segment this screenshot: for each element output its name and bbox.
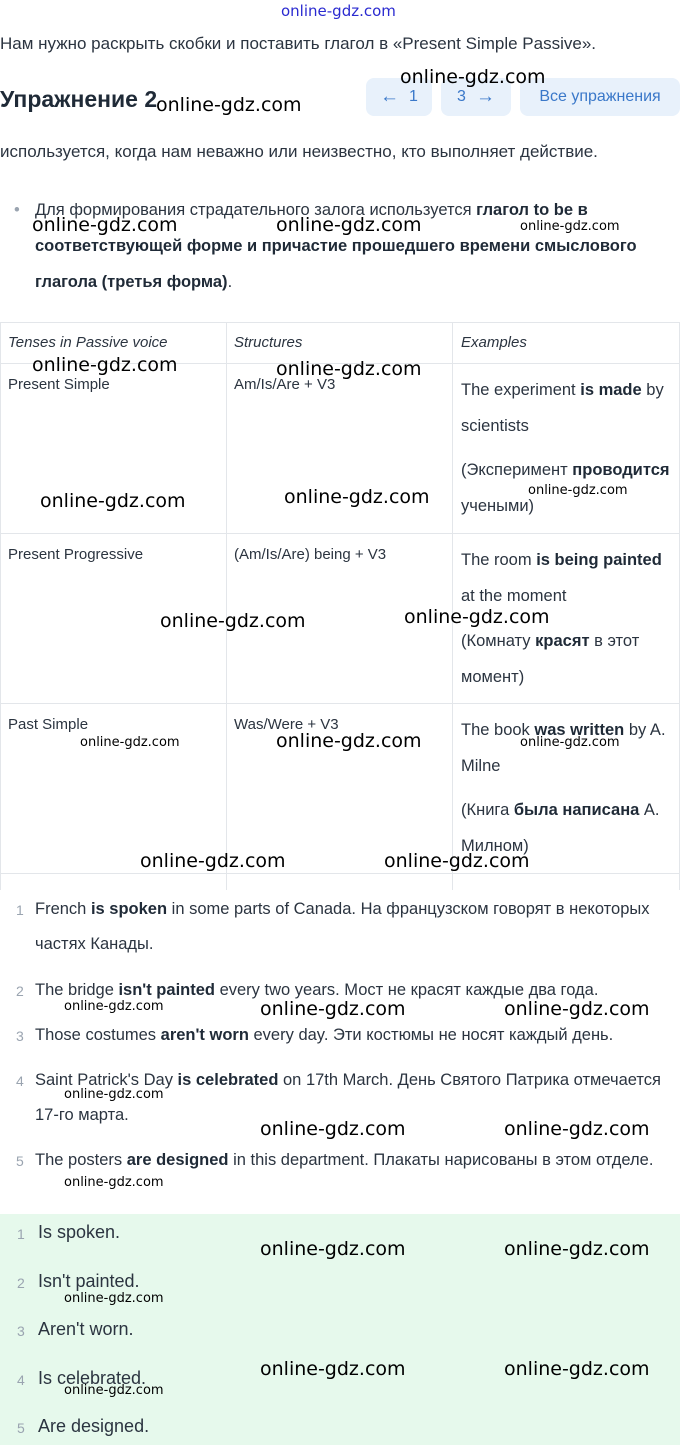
list-item-text <box>35 892 680 962</box>
sentence-text: Those costumes <box>35 1026 161 1044</box>
translation-text-end: в этот момент) <box>461 632 640 686</box>
translation-text: (Эксперимент <box>461 461 573 479</box>
watermark: online-gdz.com <box>40 490 186 512</box>
table-cell-example <box>461 542 673 614</box>
table-cell-tense: Past Simple <box>8 716 89 733</box>
next-exercise-button[interactable] <box>441 78 511 116</box>
sentence-verb: are designed <box>126 1151 229 1169</box>
watermark: online-gdz.com <box>260 1358 406 1380</box>
watermark: online-gdz.com <box>284 486 430 508</box>
watermark: online-gdz.com <box>80 735 180 750</box>
table-cell-tense: Present Progressive <box>8 546 144 563</box>
table-cell-example <box>461 372 673 444</box>
watermark: online-gdz.com <box>64 1291 164 1306</box>
sentence-rest: in some parts of Canada. На французском говорят в некоторых частях Канады. <box>35 900 650 953</box>
example-bold: was written <box>534 721 625 739</box>
table-header-examples: Examples <box>461 334 527 351</box>
watermark: online-gdz.com <box>504 998 650 1020</box>
example-text: The experiment <box>461 381 581 399</box>
table-header-structures: Structures <box>234 334 303 351</box>
translation-bold: проводится <box>572 461 670 479</box>
list-item-text <box>35 973 680 1008</box>
all-exercises-label: Все упражнения <box>539 88 661 105</box>
sentence-rest: in this department. Плакаты нарисованы в этом отделе. <box>228 1151 654 1169</box>
sentence-verb: is celebrated <box>177 1071 279 1089</box>
sentence-verb: isn't painted <box>118 981 215 999</box>
rule-bullet-text <box>35 192 680 300</box>
answer-number: 3 <box>17 1323 25 1339</box>
answer-text: Are designed. <box>38 1416 150 1436</box>
passive-intro-text: используется, когда нам неважно или неизвестно, кто выполняет действие. <box>0 142 598 161</box>
watermark: online-gdz.com <box>520 219 620 234</box>
watermark: online-gdz.com <box>32 214 178 236</box>
list-item-number: 2 <box>16 983 24 999</box>
passive-tenses-table <box>0 322 680 890</box>
answer-item <box>0 1271 680 1319</box>
answer-number: 5 <box>17 1420 25 1436</box>
rule-text-end: . <box>227 273 233 291</box>
list-item-text <box>35 1063 680 1133</box>
example-text: The book <box>461 721 535 739</box>
watermark: online-gdz.com <box>404 606 550 628</box>
sentence-rest: every two years. Мост не красят каждые два года. <box>214 981 599 999</box>
table-cell-structure: (Am/Is/Are) being + V3 <box>234 546 387 563</box>
watermark: online-gdz.com <box>64 1175 164 1190</box>
watermark: online-gdz.com <box>504 1358 650 1380</box>
arrow-right-icon: → <box>475 86 495 107</box>
watermark: online-gdz.com <box>64 999 164 1014</box>
example-text-end: at the moment <box>461 587 567 605</box>
watermark: online-gdz.com <box>140 850 286 872</box>
rule-text: Для формирования страдательного залога используется <box>35 201 477 219</box>
list-item-text <box>35 1018 680 1053</box>
table-cell-translation <box>461 452 673 524</box>
translation-bold: была написана <box>513 801 640 819</box>
watermark: online-gdz.com <box>160 610 306 632</box>
translation-text: (Комнату <box>461 632 536 650</box>
watermark: online-gdz.com <box>64 1087 164 1102</box>
answer-number: 1 <box>17 1226 25 1242</box>
watermark: online-gdz.com <box>400 66 546 88</box>
translation-text: (Книга <box>461 801 514 819</box>
prev-exercise-button[interactable] <box>366 78 432 116</box>
next-exercise-label: 3 <box>457 88 466 105</box>
watermark: online-gdz.com <box>528 483 628 498</box>
task-description: Нам нужно раскрыть скобки и поставить глагол в «Present Simple Passive». <box>0 34 597 53</box>
answer-text: Is spoken. <box>38 1222 121 1242</box>
list-item-text <box>35 1144 680 1177</box>
list-item-number: 4 <box>16 1073 24 1089</box>
watermark: online-gdz.com <box>504 1238 650 1260</box>
answer-text: Is celebrated. <box>38 1368 147 1388</box>
watermark: online-gdz.com <box>64 1383 164 1398</box>
watermark: online-gdz.com <box>260 1118 406 1140</box>
translation-bold: красят <box>535 632 590 650</box>
sentence-text: The posters <box>35 1151 127 1169</box>
sentence-text: Saint Patrick's Day <box>35 1071 178 1089</box>
table-cell-tense: Present Simple <box>8 376 110 393</box>
example-text: The room <box>461 551 537 569</box>
answer-item <box>0 1319 680 1367</box>
watermark-top: online-gdz.com <box>281 2 396 20</box>
list-item-number: 1 <box>16 902 24 918</box>
exercise-title: Упражнение 2 <box>0 86 158 112</box>
watermark: online-gdz.com <box>260 1238 406 1260</box>
watermark: online-gdz.com <box>260 998 406 1020</box>
answer-number: 4 <box>17 1372 25 1388</box>
answer-item <box>0 1368 680 1416</box>
watermark: online-gdz.com <box>504 1118 650 1140</box>
watermark: online-gdz.com <box>32 354 178 376</box>
sentence-verb: is spoken <box>90 900 168 918</box>
watermark: online-gdz.com <box>384 850 530 872</box>
translation-text-end: А. Милном) <box>461 801 660 855</box>
answer-item <box>0 1222 680 1270</box>
prev-exercise-label: 1 <box>409 88 418 105</box>
watermark: online-gdz.com <box>156 94 302 116</box>
table-cell-structure: Am/Is/Are + V3 <box>234 376 336 393</box>
translation-text-end: учеными) <box>461 497 535 515</box>
list-item-number: 5 <box>16 1153 24 1169</box>
example-bold: is being painted <box>536 551 662 569</box>
example-bold: is made <box>580 381 642 399</box>
sentence-rest: every day. Эти костюмы не носят каждый день. <box>248 1026 614 1044</box>
watermark: online-gdz.com <box>520 735 620 750</box>
answer-item <box>0 1416 680 1445</box>
table-cell-example <box>461 712 673 784</box>
table-cell-translation <box>461 623 673 695</box>
example-text-end: by A. Milne <box>461 721 666 775</box>
sentence-text: The bridge <box>35 981 119 999</box>
watermark: online-gdz.com <box>276 358 422 380</box>
watermark: online-gdz.com <box>276 214 422 236</box>
example-text-end: by scientists <box>461 381 664 435</box>
arrow-left-icon: ← <box>380 86 400 107</box>
watermark: online-gdz.com <box>276 730 422 752</box>
sentence-rest: on 17th March. День Святого Патрика отмечается 17-го марта. <box>35 1071 661 1124</box>
table-cell-structure: Was/Were + V3 <box>234 716 339 733</box>
answers-panel <box>0 1214 680 1445</box>
answer-text: Aren't worn. <box>38 1319 134 1339</box>
table-header-tenses: Tenses in Passive voice <box>8 334 168 351</box>
sentence-verb: aren't worn <box>160 1026 249 1044</box>
sentence-text: French <box>35 900 91 918</box>
table-cell-translation <box>461 792 673 864</box>
all-exercises-button[interactable] <box>520 78 680 116</box>
answer-text: Isn't painted. <box>38 1271 140 1291</box>
rule-bold-text: глагол to be в соответствующей форме и причастие прошедшего времени смыслового глагола (третья форма) <box>35 201 637 291</box>
list-item-number: 3 <box>16 1028 24 1044</box>
answer-number: 2 <box>17 1275 25 1291</box>
bullet-marker: • <box>14 201 20 219</box>
